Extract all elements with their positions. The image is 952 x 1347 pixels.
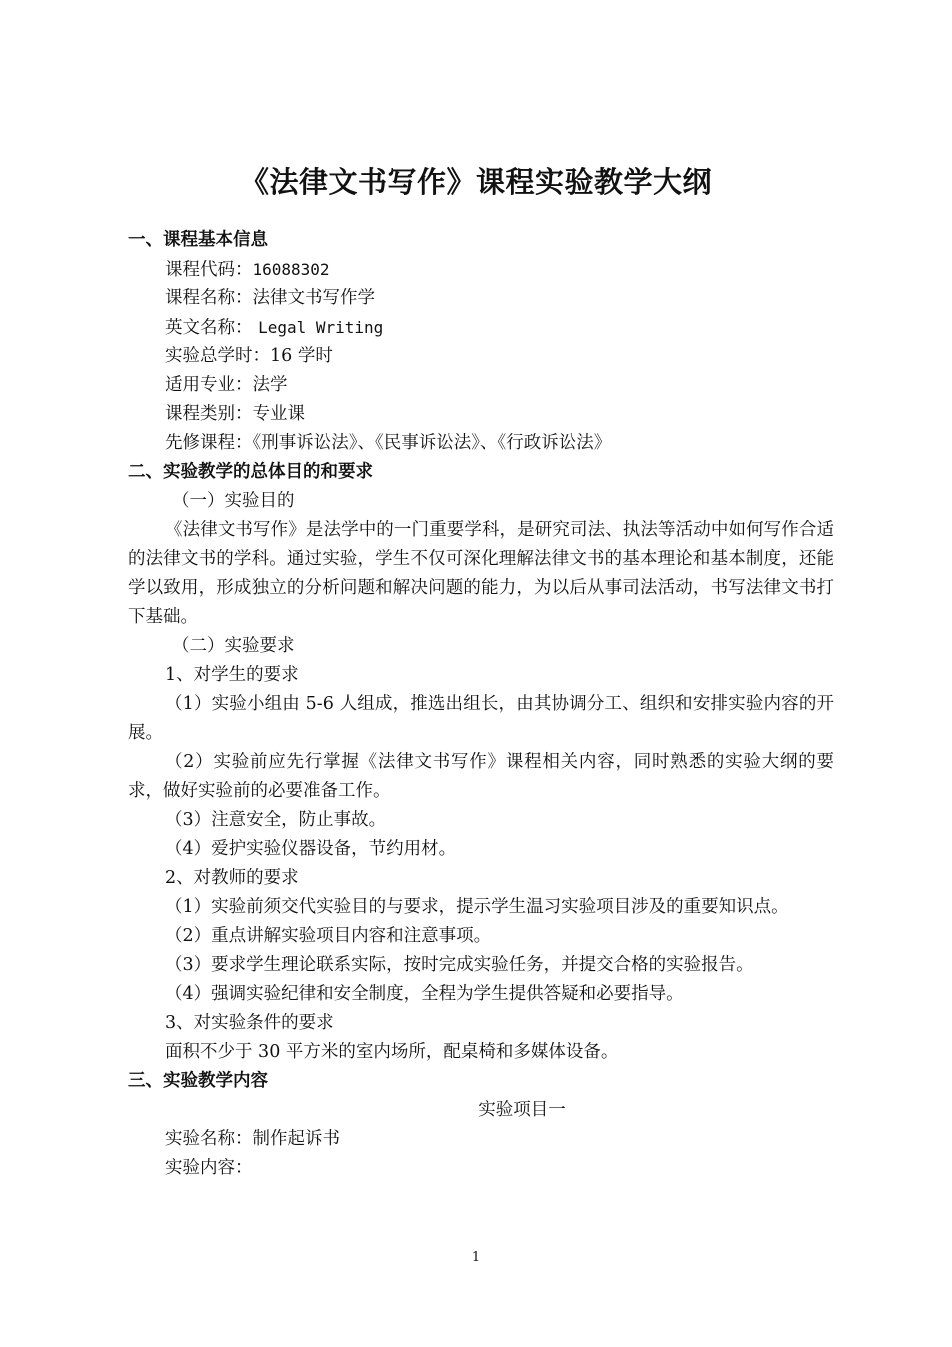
total-hours-line: 实验总学时：16 学时: [165, 346, 333, 366]
student-requirement-item: （1）实验小组由 5-6 人组成，推选出组长，由其协调分工、组织和安排实验内容的开展。: [128, 694, 834, 743]
english-name-line: [128, 313, 834, 342]
teacher-requirement-item: （2）重点讲解实验项目内容和注意事项。: [165, 926, 492, 946]
course-name-line: 课程名称：法律文书写作学: [165, 288, 375, 308]
major-line: 适用专业：法学: [165, 375, 288, 395]
student-requirement-item: （2）实验前应先行掌握《法律文书写作》课程相关内容，同时熟悉的实验大纲的要求，做好实验前的必要准备工作。: [128, 752, 834, 801]
section-heading-content: 三、实验教学内容: [128, 1071, 268, 1091]
english-name-value: Legal Writing: [258, 318, 384, 337]
course-code-label: 课程代码：: [165, 260, 253, 280]
section-heading-basic-info: 一、课程基本信息: [128, 230, 268, 250]
document-title: 《法律文书写作》课程实验教学大纲: [239, 165, 712, 199]
experiment-name-line: 实验名称：制作起诉书: [165, 1129, 340, 1149]
teacher-requirement-item: （3）要求学生理论联系实际，按时完成实验任务，并提交合格的实验报告。: [165, 955, 754, 975]
teacher-requirement-item: （4）强调实验纪律和安全制度，全程为学生提供答疑和必要指导。: [165, 984, 684, 1004]
document-body: [128, 226, 834, 1183]
english-name-label: 英文名称：: [165, 318, 259, 338]
project-title: 实验项目一: [478, 1100, 566, 1120]
requirements-heading: （二）实验要求: [172, 636, 295, 656]
teacher-requirement-item: （1）实验前须交代实验目的与要求，提示学生温习实验项目涉及的重要知识点。: [165, 897, 789, 917]
students-heading: 1、对学生的要求: [165, 665, 299, 685]
experiment-content-line: 实验内容：: [165, 1158, 253, 1178]
category-line: 课程类别：专业课: [165, 404, 305, 424]
conditions-text: 面积不少于 30 平方米的室内场所，配桌椅和多媒体设备。: [165, 1042, 619, 1062]
student-requirement-item: （4）爱护实验仪器设备，节约用材。: [165, 839, 457, 859]
course-code-line: [128, 255, 834, 284]
purpose-paragraph: 《法律文书写作》是法学中的一门重要学科，是研究司法、执法等活动中如何写作合适的法律文书的学科。通过实验，学生不仅可深化理解法律文书的基本理论和基本制度，还能学以致用，形成独立的分析问题和解决问题的能力，为以后从事司法活动，书写法律文书打下基础。: [128, 520, 834, 627]
teachers-heading: 2、对教师的要求: [165, 868, 299, 888]
student-requirement-item: （3）注意安全，防止事故。: [165, 810, 387, 830]
page-number: 1: [471, 1250, 481, 1265]
prerequisites-line: 先修课程：《刑事诉讼法》、《民事诉讼法》、《行政诉讼法》: [165, 433, 612, 453]
conditions-heading: 3、对实验条件的要求: [165, 1013, 334, 1033]
section-heading-objectives: 二、实验教学的总体目的和要求: [128, 462, 373, 482]
course-code-value: 16088302: [252, 260, 330, 279]
purpose-heading: （一）实验目的: [172, 491, 295, 511]
